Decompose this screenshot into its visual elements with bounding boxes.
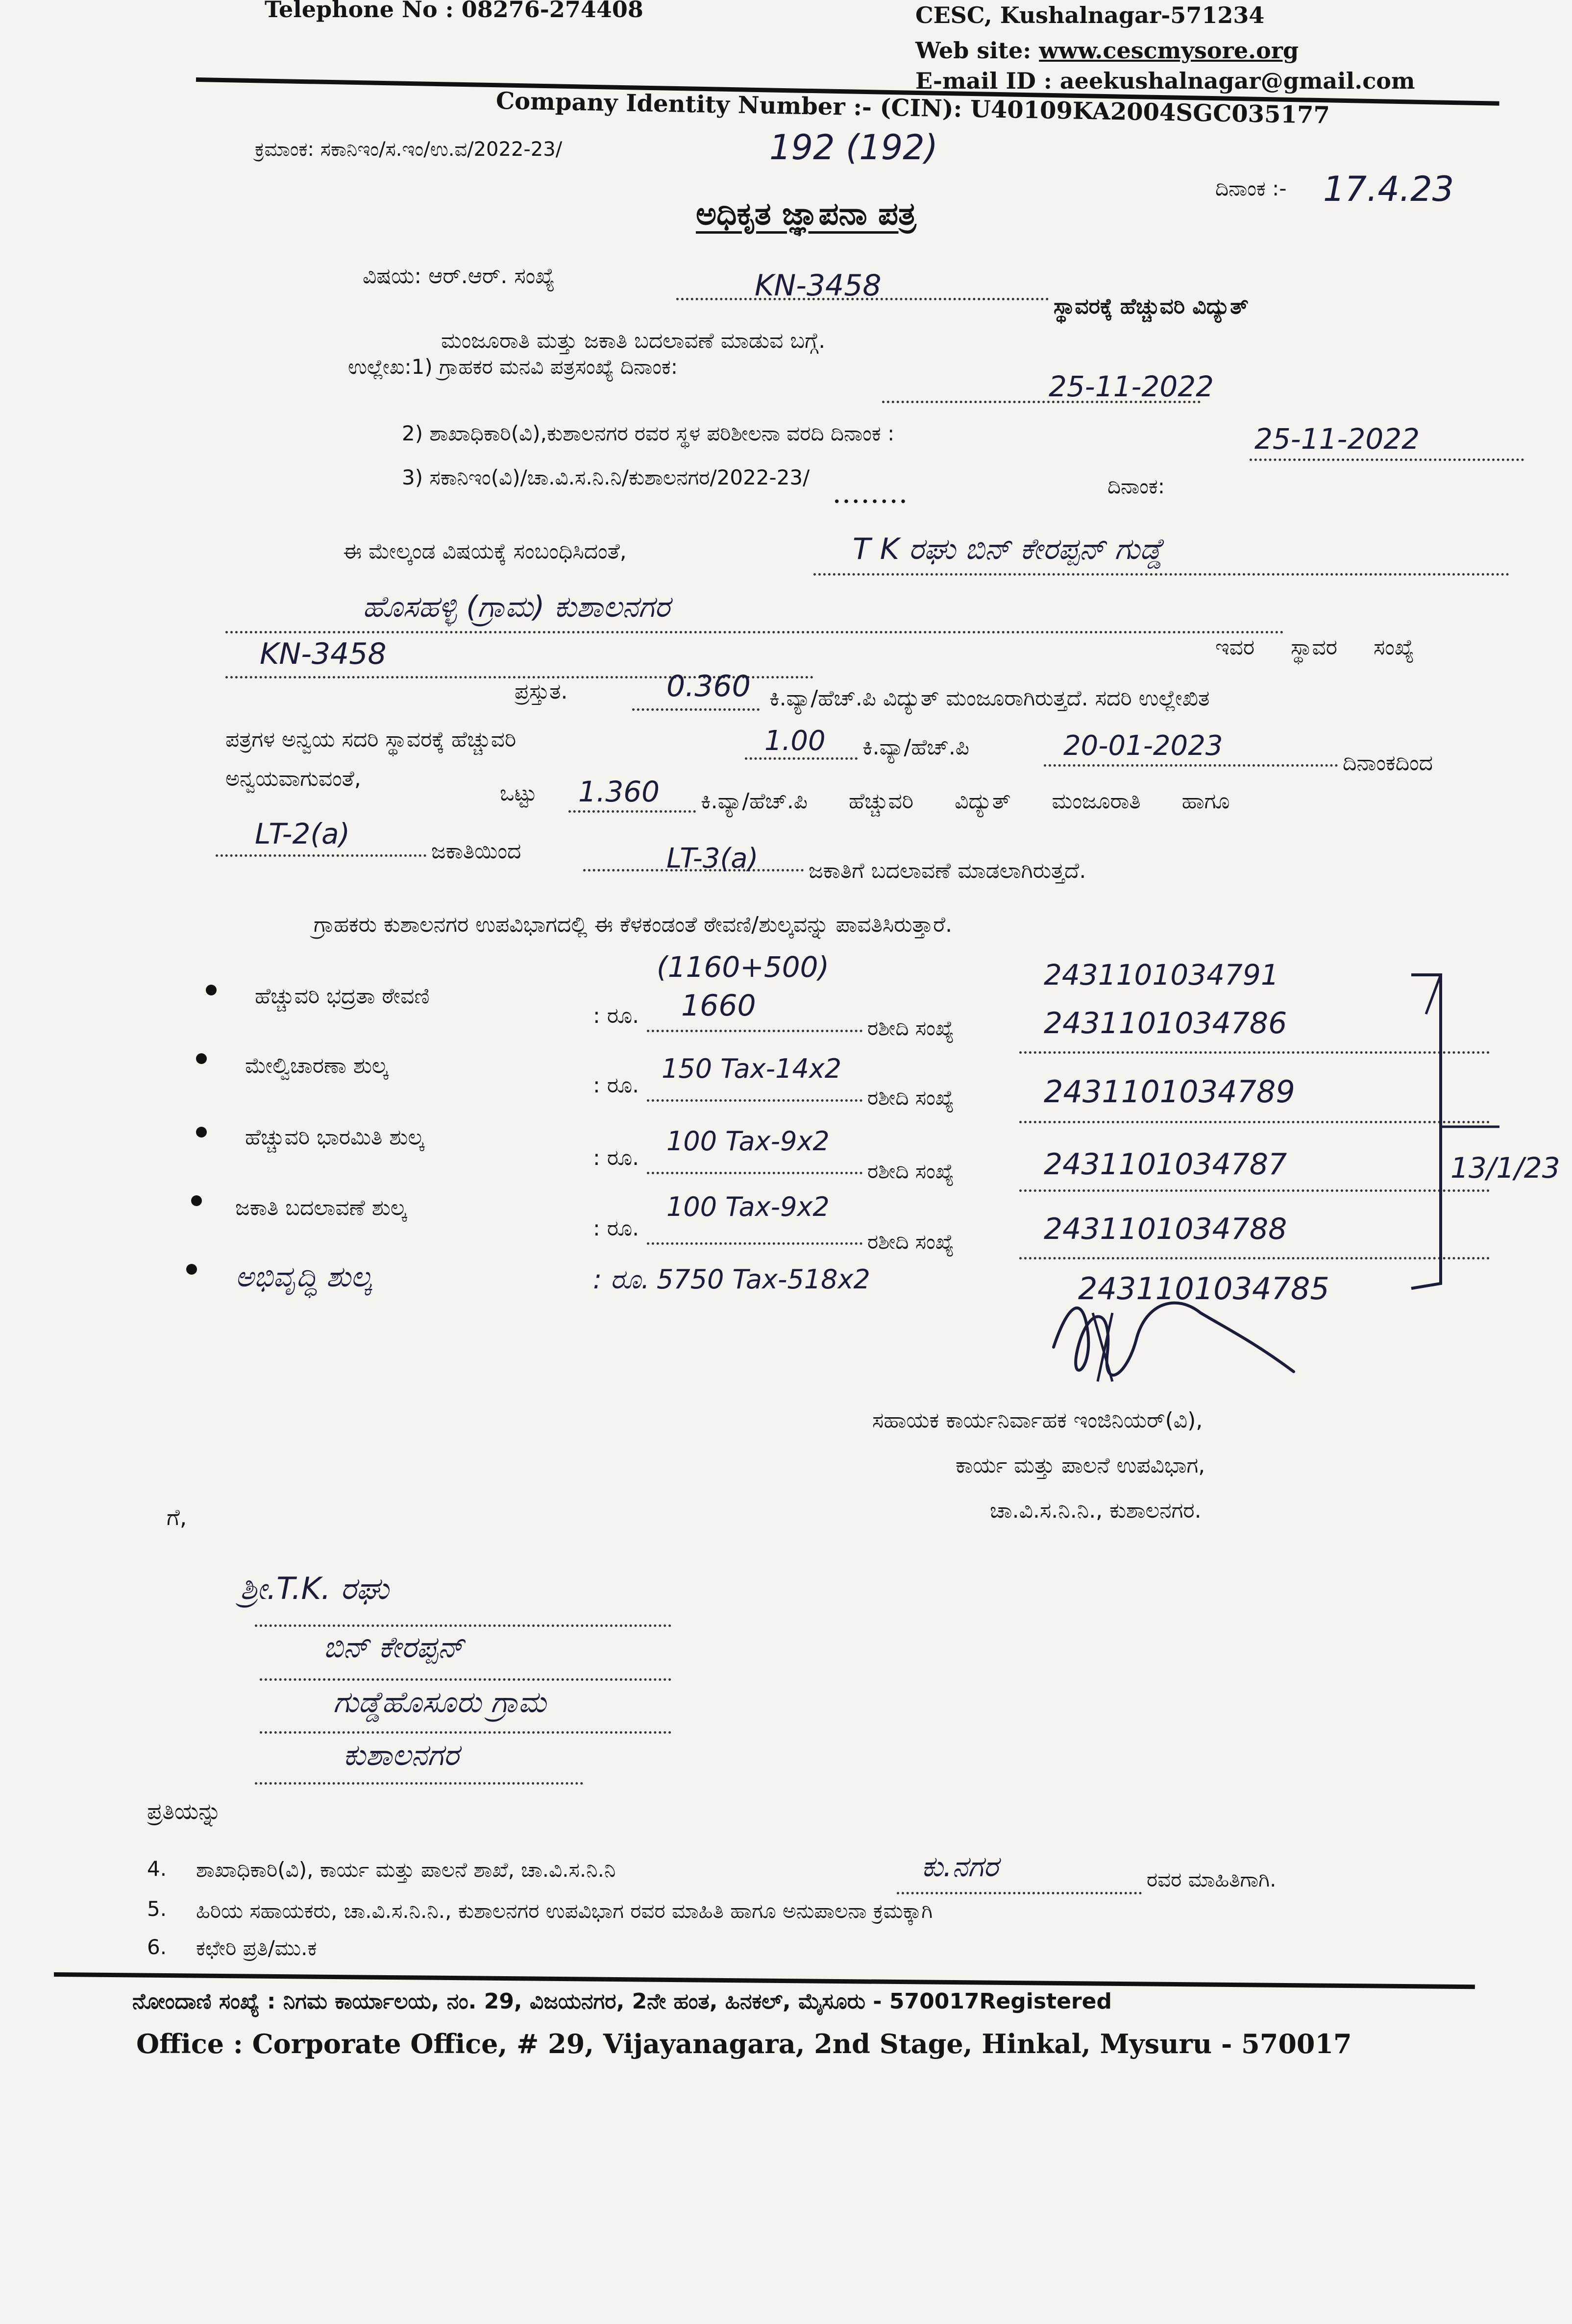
present-load: 0.360 xyxy=(666,669,751,703)
installation-label: ಇವರ ಸ್ಥಾವರ ಸಂಖ್ಯೆ xyxy=(1215,635,1414,660)
receipt-label: ರಶೀದಿ ಸಂಖ್ಯೆ xyxy=(867,1016,954,1040)
line3-tail: ಕಿ.ವ್ಯಾ/ಹೆಚ್.ಪಿ ವಿದ್ಯುತ್ ಮಂಜೂರಾಗಿರುತ್ತದೆ. ಸದರಿ ಉಲ್ಲೇಖಿತ xyxy=(769,686,1210,711)
bullet xyxy=(186,1264,197,1275)
para-start: ಈ ಮೇಲ್ಕಂಡ ವಿಷಯಕ್ಕೆ ಸಂಬಂಧಿಸಿದಂತೆ, xyxy=(343,539,627,564)
ref2-date: 25-11-2022 xyxy=(1254,422,1420,456)
dotted-line xyxy=(216,854,426,857)
website-label: Web site: xyxy=(915,37,1039,64)
fee-amount: 100 Tax-9x2 xyxy=(666,1191,830,1222)
ref-date: 17.4.23 xyxy=(1323,169,1454,209)
footer-registered-en: Office : Corporate Office, # 29, Vijayanagara, 2nd Stage, Hinkal, Mysuru - 570017 xyxy=(136,2028,1352,2059)
dotted-line xyxy=(1250,459,1524,461)
ref-label: ಕ್ರಮಾಂಕ: ಸಕಾನಿಇಂ/ಸ.ಇಂ/ಉ.ವ/2022-23/ xyxy=(255,138,563,161)
dotted-line xyxy=(647,1242,862,1245)
line5-tail: ಕಿ.ವ್ಯಾ/ಹೆಚ್.ಪಿ ಹೆಚ್ಚುವರಿ ವಿದ್ಯುತ್ ಮಂಜೂರಾತಿ ಹಾಗೂ xyxy=(701,789,1230,814)
company-cin: Company Identity Number :- (CIN): U40109KA2004SGC035177 xyxy=(495,87,1330,129)
fee-receipt-no: 2431101034786 xyxy=(1044,1006,1287,1041)
fee-label: ಹೆಚ್ಚುವರಿ ಭದ್ರತಾ ಠೇವಣಿ xyxy=(255,984,430,1009)
date-label: ದಿನಾಂಕ :- xyxy=(1215,176,1287,200)
rupee-label: : ರೂ. xyxy=(593,1003,639,1028)
telephone: Telephone No : 08276-274408 xyxy=(265,0,643,23)
subject-rr-no: KN-3458 xyxy=(755,268,882,303)
receipt-label: ರಶೀದಿ ಸಂಖ್ಯೆ xyxy=(867,1230,954,1254)
signatory-title: ಸಹಾಯಕ ಕಾರ್ಯನಿರ್ವಾಹಕ ಇಂಜಿನಿಯರ್(ವಿ), xyxy=(872,1408,1203,1433)
additional-load: 1.00 xyxy=(764,725,826,757)
copy-item-4: ಶಾಖಾಧಿಕಾರಿ(ವಿ), ಕಾರ್ಯ ಮತ್ತು ಪಾಲನೆ ಶಾಖೆ, ಚಾ.ವಿ.ಸ.ನಿ.ನಿ xyxy=(196,1858,616,1882)
to-line4: ಕುಶಾಲನಗರ xyxy=(343,1738,459,1772)
bullet xyxy=(196,1127,207,1138)
copy-item-4-place: ಕು.ನಗರ xyxy=(921,1850,999,1883)
copy-item-number: 6. xyxy=(147,1935,167,1959)
copy-item-6: ಕಛೇರಿ ಪ್ರತಿ/ಮು.ಕ xyxy=(196,1936,317,1960)
document-title: ಅಧಿಕೃತ ಜ್ಞಾಪನಾ ಪತ್ರ xyxy=(696,196,916,232)
kw-hp-unit: ಕಿ.ವ್ಯಾ/ಹೆಚ್.ಪಿ xyxy=(862,735,970,760)
effective-date: 20-01-2023 xyxy=(1063,730,1223,762)
receipt-label: ರಶೀದಿ ಸಂಖ್ಯೆ xyxy=(867,1159,954,1183)
to-label: ಗೆ, xyxy=(167,1504,187,1530)
dotted-line xyxy=(897,1892,1142,1894)
rupee-label: : ರೂ. xyxy=(593,1216,639,1241)
dotted-line xyxy=(813,573,1509,576)
dotted-line xyxy=(1044,764,1338,767)
dotted-line xyxy=(745,757,858,760)
to-tariff: LT-3(a) xyxy=(666,843,759,874)
to-line2: ಬಿನ್ ಕೇರಪ್ಪನ್ xyxy=(323,1630,464,1665)
signatory-office: ಚಾ.ವಿ.ಸ.ನಿ.ನಿ., ಕುಶಾಲನಗರ. xyxy=(990,1498,1202,1523)
subject-label: ವಿಷಯ: ಆರ್.ಆರ್. ಸಂಖ್ಯೆ xyxy=(363,264,555,289)
line6-tail: ಜಕಾತಿಗೆ ಬದಲಾವಣೆ ಮಾಡಲಾಗಿರುತ್ತದೆ. xyxy=(809,858,1086,883)
separator-stars: •••••••• xyxy=(833,495,909,509)
rupee-label: : ರೂ. xyxy=(593,1145,639,1170)
fee-amount: 5750 Tax-518x2 xyxy=(657,1264,870,1295)
fee-label: ಅಭಿವೃದ್ಧಿ ಶುಲ್ಕ xyxy=(235,1260,372,1293)
dotted-line xyxy=(260,1678,671,1681)
rupee-label: : ರೂ. xyxy=(593,1264,650,1295)
ref-number: 192 (192) xyxy=(769,127,938,168)
dotted-line xyxy=(260,1731,671,1734)
fee-label: ಜಕಾತಿ ಬದಲಾವಣೆ ಶುಲ್ಕ xyxy=(235,1195,407,1220)
copy-item-number: 5. xyxy=(147,1897,167,1921)
bullet xyxy=(206,985,217,995)
rupee-label: : ರೂ. xyxy=(593,1073,639,1098)
copy-item-4-tail: ರವರ ಮಾಹಿತಿಗಾಗಿ. xyxy=(1147,1867,1277,1891)
from-tariff: LT-2(a) xyxy=(255,817,350,850)
website-line xyxy=(915,37,1299,64)
fee-receipt-no: 2431101034785 xyxy=(1078,1271,1329,1307)
dotted-line xyxy=(225,631,1284,633)
receipt-label: ರಶೀದಿ ಸಂಖ್ಯೆ xyxy=(867,1086,954,1110)
ref3-label: 3) ಸಕಾನಿಇಂ(ವಿ)/ಚಾ.ವಿ.ಸ.ನಿ.ನಿ/ಕುಶಾಲನಗರ/2022-23/ xyxy=(402,465,810,489)
from-date-label: ದಿನಾಂಕದಿಂದ xyxy=(1343,750,1433,775)
side-date: 13/1/23 xyxy=(1450,1151,1560,1185)
receipt-bracket xyxy=(1401,970,1558,1313)
bullet xyxy=(191,1195,202,1206)
footer-registered-kn: ನೋಂದಾಣಿ ಸಂಖ್ಯೆ : ನಿಗಮ ಕಾರ್ಯಾಲಯ, ನಂ. 29, ವಿಜಯನಗರ, 2ನೇ ಹಂತ, ಹಿನಕಲ್, ಮೈಸೂರು - 570017Registered xyxy=(132,1989,1112,2014)
fee-receipt-no: 2431101034787 xyxy=(1044,1147,1287,1182)
dotted-line xyxy=(255,1624,671,1627)
signatory-division: ಕಾರ್ಯ ಮತ್ತು ಪಾಲನೆ ಉಪವಿಭಾಗ, xyxy=(956,1453,1205,1478)
email: E-mail ID : aeekushalnagar@gmail.com xyxy=(915,68,1415,94)
fee-amount: 150 Tax-14x2 xyxy=(662,1053,842,1084)
fee-amount: 100 Tax-9x2 xyxy=(666,1126,830,1157)
ref3-date-label: ದಿನಾಂಕ: xyxy=(1107,474,1165,498)
to-name: ಶ್ರೀ.T.K. ರಘು xyxy=(240,1571,389,1606)
sum-note: (1160+500) xyxy=(657,950,830,984)
tariff-from-label: ಜಕಾತಿಯಿಂದ xyxy=(431,839,521,864)
fee-receipt-no: 2431101034788 xyxy=(1044,1212,1287,1246)
fee-label: ಹೆಚ್ಚುವರಿ ಭಾರಮಿತಿ ಶುಲ್ಕ xyxy=(245,1125,424,1150)
to-line3: ಗುಡ್ಡೆಹೊಸೂರು ಗ್ರಾಮ xyxy=(333,1685,546,1719)
total-label: ಒಟ್ಟು xyxy=(500,781,537,806)
dotted-line xyxy=(255,1782,583,1785)
ref1-label: ಉಲ್ಲೇಖ:1) ಗ್ರಾಹಕರ ಮನವಿ ಪತ್ರಸಂಖ್ಯೆ ದಿನಾಂಕ: xyxy=(348,355,678,379)
dotted-line xyxy=(568,810,696,813)
line4-start: ಪತ್ರಗಳ ಅನ್ವಯ ಸದರಿ ಸ್ಥಾವರಕ್ಕೆ ಹೆಚ್ಚುವರಿ xyxy=(225,727,516,752)
fee-amount: 1660 xyxy=(681,989,756,1023)
dotted-line xyxy=(632,708,760,711)
payment-intro: ಗ್ರಾಹಕರು ಕುಶಾಲನಗರ ಉಪವಿಭಾಗದಲ್ಲಿ ಈ ಕೆಳಕಂಡಂತೆ ಠೇವಣಿ/ಶುಲ್ಕವನ್ನು ಪಾವತಿಸಿರುತ್ತಾರೆ. xyxy=(314,912,953,937)
customer-name: T K ರಘು ಬಿನ್ ಕೇರಪ್ಪನ್ ಗುಡ್ಡೆ xyxy=(853,532,1163,566)
copy-item-number: 4. xyxy=(147,1857,167,1881)
footer-rule xyxy=(54,1972,1475,1989)
dotted-line xyxy=(647,1030,862,1032)
subject-line2: ಮಂಜೂರಾತಿ ಮತ್ತು ಜಕಾತಿ ಬದಲಾವಣೆ ಮಾಡುವ ಬಗ್ಗೆ. xyxy=(441,328,826,353)
subject-line1-tail: ಸ್ಥಾವರಕ್ಕೆ ಹೆಚ್ಚುವರಿ ವಿದ್ಯುತ್ xyxy=(1054,294,1249,319)
body-rr-no: KN-3458 xyxy=(260,637,387,671)
copy-item-5: ಹಿರಿಯ ಸಹಾಯಕರು, ಚಾ.ವಿ.ಸ.ನಿ.ನಿ., ಕುಶಾಲನಗರ ಉಪವಿಭಾಗ ರವರ ಮಾಹಿತಿ ಹಾಗೂ ಅನುಪಾಲನಾ ಕ್ರಮಕ್ಕಾಗಿ xyxy=(196,1899,933,1923)
ref2-label: 2) ಶಾಖಾಧಿಕಾರಿ(ವಿ),ಕುಶಾಲನಗರ ರವರ ಸ್ಥಳ ಪರಿಶೀಲನಾ ವರದಿ ದಿನಾಂಕ : xyxy=(402,421,895,445)
fee-receipt-no: 2431101034789 xyxy=(1044,1074,1295,1110)
dotted-line xyxy=(647,1099,862,1102)
fee-label: ಮೇಲ್ವಿಚಾರಣಾ ಶುಲ್ಕ xyxy=(245,1053,388,1078)
ref1-date: 25-11-2022 xyxy=(1049,370,1214,403)
dotted-line xyxy=(647,1172,862,1174)
total-load: 1.360 xyxy=(578,775,660,808)
extra-receipt-no: 2431101034791 xyxy=(1044,958,1279,992)
copy-label: ಪ್ರತಿಯನ್ನು xyxy=(147,1798,221,1824)
website-link[interactable]: www.cescmysore.org xyxy=(1039,37,1299,64)
present-label: ಪ್ರಸ್ತುತ. xyxy=(515,679,568,704)
office-address: CESC, Kushalnagar-571234 xyxy=(915,2,1265,28)
line5-start: ಅನ್ವಯವಾಗುವಂತೆ, xyxy=(225,766,361,791)
customer-address: ಹೊಸಹಳ್ಳಿ (ಗ್ರಾಮ) ಕುಶಾಲನಗರ xyxy=(363,590,670,624)
bullet xyxy=(196,1053,207,1064)
signature xyxy=(1039,1274,1313,1401)
